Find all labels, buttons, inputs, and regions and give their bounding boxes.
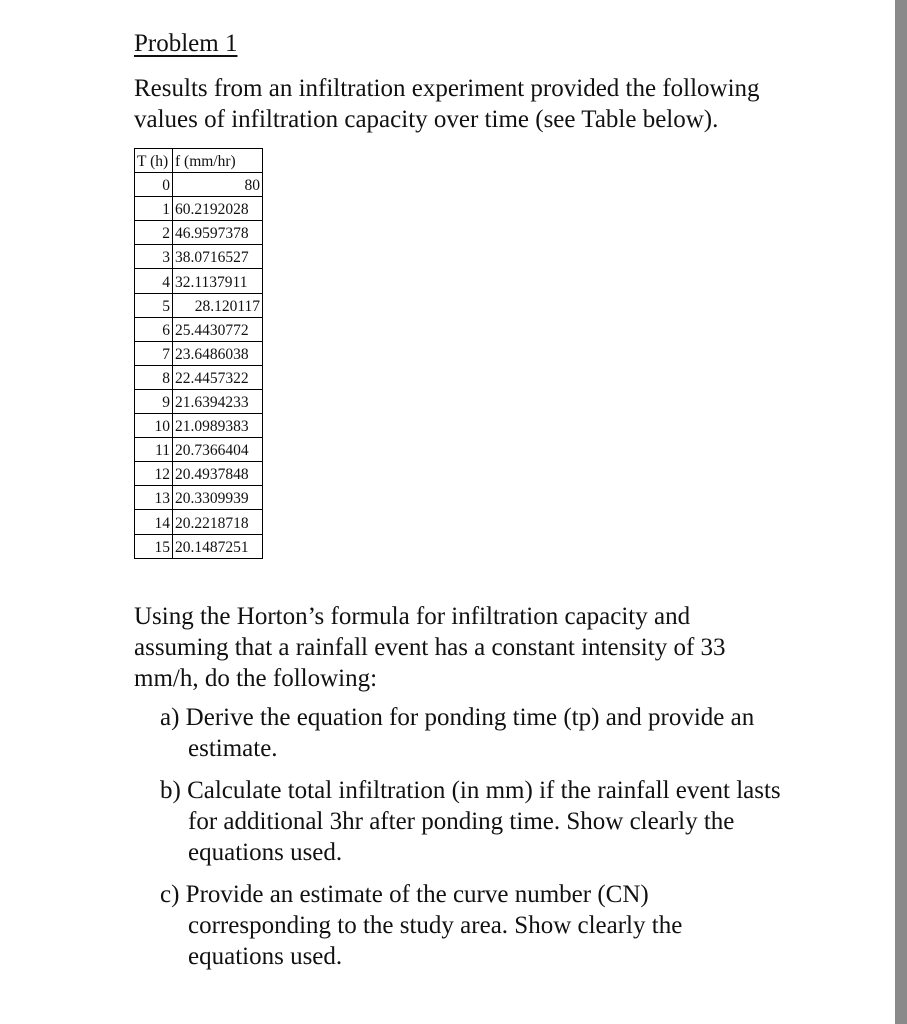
cell-value: 20.3309939 (173, 486, 263, 510)
table-row (135, 486, 263, 510)
cell-time: 2 (135, 221, 173, 245)
table-header-row (135, 149, 263, 173)
cell-time: 14 (135, 510, 173, 534)
cell-value: 20.2218718 (173, 510, 263, 534)
cell-value: 22.4457322 (173, 365, 263, 389)
cell-value: 23.6486038 (173, 341, 263, 365)
table-row (135, 173, 263, 197)
table-row (135, 317, 263, 341)
table-row (135, 462, 263, 486)
cell-value: 25.4430772 (173, 317, 263, 341)
table-row (135, 293, 263, 317)
cell-value: 60.2192028 (173, 197, 263, 221)
cell-value: 80 (173, 173, 263, 197)
table-row (135, 221, 263, 245)
cell-value: 46.9597378 (173, 221, 263, 245)
cell-time: 1 (135, 197, 173, 221)
table-row (135, 365, 263, 389)
table-row (135, 534, 263, 558)
cell-time: 4 (135, 269, 173, 293)
cell-time: 6 (135, 317, 173, 341)
table-row (135, 341, 263, 365)
table-row (135, 510, 263, 534)
table-row (135, 245, 263, 269)
cell-value: 20.7366404 (173, 438, 263, 462)
cell-time: 10 (135, 414, 173, 438)
task-b: b) Calculate total infiltration (in mm) if the rainfall event lasts for additional 3hr after ponding time. Show clearly the equations used. (160, 776, 781, 866)
instructions-paragraph: Using the Horton’s formula for infiltration capacity and assuming that a rainfall event has a constant intensity of 33 mm/h, do the following: (134, 602, 726, 692)
cell-time: 9 (135, 389, 173, 413)
cell-time: 11 (135, 438, 173, 462)
header-infiltration: f (mm/hr) (173, 149, 263, 173)
cell-value: 21.6394233 (173, 389, 263, 413)
cell-time: 12 (135, 462, 173, 486)
cell-value: 20.4937848 (173, 462, 263, 486)
task-list (134, 702, 784, 972)
cell-time: 3 (135, 245, 173, 269)
table-row (135, 269, 263, 293)
cell-time: 8 (135, 365, 173, 389)
cell-time: 7 (135, 341, 173, 365)
table-row (135, 197, 263, 221)
cell-time: 15 (135, 534, 173, 558)
document-page (134, 28, 784, 983)
scrollbar-edge (895, 0, 907, 1024)
cell-value: 20.1487251 (173, 534, 263, 558)
problem-title: Problem 1 (134, 30, 238, 57)
cell-value: 28.120117 (173, 293, 263, 317)
table-row (135, 389, 263, 413)
cell-value: 32.1137911 (173, 269, 263, 293)
cell-value: 21.0989383 (173, 414, 263, 438)
cell-time: 5 (135, 293, 173, 317)
table-row (135, 438, 263, 462)
task-a: a) Derive the equation for ponding time (tp) and provide an estimate. (160, 703, 755, 762)
cell-time: 13 (135, 486, 173, 510)
infiltration-table (134, 148, 263, 559)
table-row (135, 414, 263, 438)
cell-value: 38.0716527 (173, 245, 263, 269)
intro-paragraph: Results from an infiltration experiment provided the following values of infiltration capacity over time (see Table below). (134, 75, 760, 133)
header-time: T (h) (135, 149, 173, 173)
task-c: c) Provide an estimate of the curve number (CN) corresponding to the study area. Show clearly the equations used. (160, 880, 683, 970)
cell-time: 0 (135, 173, 173, 197)
